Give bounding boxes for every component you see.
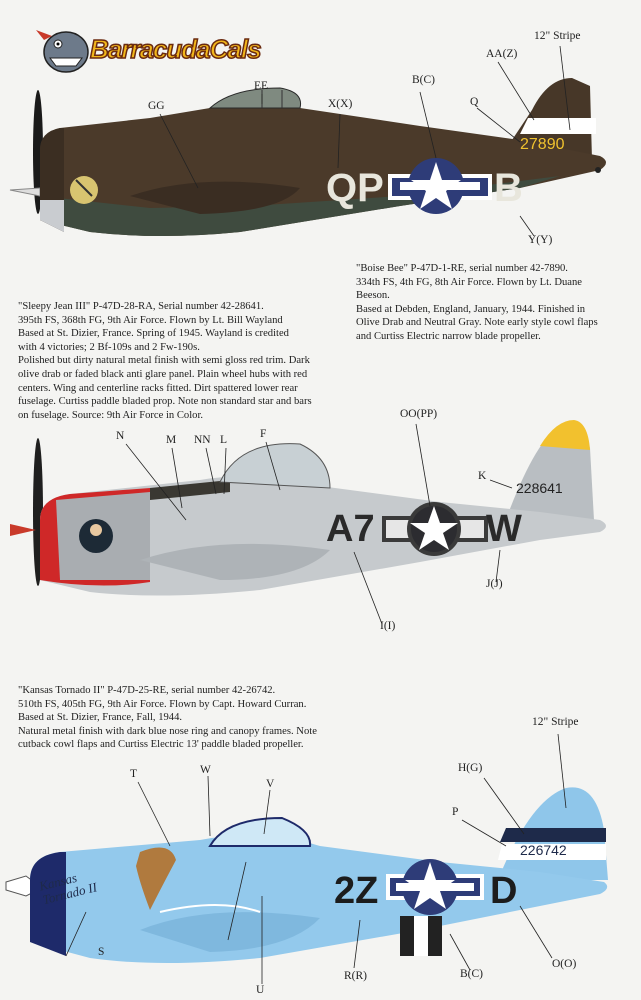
plane3-label-stripe: 12" Stripe [532, 716, 579, 728]
plane3-caption-line: 510th FS, 405th FG, 9th Air Force. Flown by Capt. Howard Curran. [18, 698, 307, 710]
plane1-label-q: Q [470, 96, 479, 108]
plane3-label-b: B(C) [460, 968, 483, 980]
brand-name: BarracudaCals [90, 34, 261, 64]
plane2-caption-line: centers. Wing and centerline racks fitted. Dirt spattered lower rear [18, 382, 298, 394]
plane2-label-k: K [478, 470, 487, 482]
plane2-caption-line: on fuselage. Source: 9th Air Force in Color. [18, 409, 204, 421]
plane2-caption-line: Polished but dirty natural metal finish with semi gloss red trim. Dark [18, 355, 310, 367]
plane1-label-gg: GG [148, 100, 165, 112]
plane3-label-v: V [266, 778, 275, 790]
plane2-caption [18, 300, 312, 422]
plane1-caption-line: Beeson. [356, 290, 390, 302]
plane1-label-x: X(X) [328, 98, 353, 110]
plane3-caption [18, 684, 317, 752]
plane1-caption-line: and Curtiss Electric narrow blade propeller. [356, 330, 541, 342]
plane3-caption-line: "Kansas Tornado II" P-47D-25-RE, serial number 42-26742. [18, 685, 276, 696]
plane1-caption-line: Olive Drab and Neutral Gray. Note early style cowl flaps [356, 317, 598, 329]
plane3-label-s: S [98, 946, 105, 958]
plane1-tail-serial: 27890 [520, 136, 565, 153]
plane3-label-h: H(G) [458, 762, 483, 774]
plane1-caption [356, 262, 598, 344]
plane3-caption-line: Based at St. Dizier, France, Fall, 1944. [18, 712, 183, 724]
plane3-label-p: P [452, 806, 459, 818]
plane3-code-left: 2Z [334, 870, 379, 912]
plane1-caption-line: Based at Debden, England, January, 1944. Finished in [356, 303, 586, 315]
plane2-label-j: J(J) [486, 578, 503, 590]
plane2-code-left: A7 [326, 508, 375, 550]
plane1-label-ee: EE [254, 80, 269, 92]
plane2-caption-line: with 4 victories; 2 Bf-109s and 2 Fw-190s. [18, 341, 200, 353]
plane3-caption-line: cutback cowl flaps and Curtiss Electric 13' paddle bladed propeller. [18, 739, 304, 751]
plane2-caption-line: fuselage. Curtiss paddle bladed prop. Note non standard star and bars [18, 396, 312, 408]
plane3-code-right: D [490, 870, 518, 912]
plane2-label-i: I(I) [380, 620, 396, 632]
plane2-label-oo: OO(PP) [400, 408, 438, 420]
plane2-label-nn: NN [194, 434, 211, 446]
plane3-nose-art-text: Kansas Tornado II [37, 869, 99, 908]
plane2-caption-line: 395th FS, 368th FG, 9th Air Force. Flown by Lt. Bill Wayland [18, 314, 283, 326]
plane1-label-b: B(C) [412, 74, 435, 86]
plane3-label-u: U [256, 984, 265, 996]
plane3-label-w: W [200, 764, 211, 776]
plane2-label-l: L [220, 434, 228, 446]
plane1-code-left: QP [326, 166, 384, 210]
plane3-caption-line: Natural metal finish with dark blue nose ring and canopy frames. Note [18, 725, 317, 737]
plane3-tail-serial: 226742 [520, 842, 567, 858]
plane3-profile [6, 734, 608, 984]
plane3-label-o: O(O) [552, 958, 577, 970]
plane2-label-m: M [166, 434, 177, 446]
plane1-caption-line: "Boise Bee" P-47D-1-RE, serial number 42-7890. [356, 263, 568, 274]
plane1-label-y: Y(Y) [528, 234, 553, 246]
plane1-label-aa: AA(Z) [486, 48, 518, 60]
plane2-label-n: N [116, 430, 125, 442]
plane3-label-t: T [130, 768, 138, 780]
plane3-label-r: R(R) [344, 970, 367, 982]
plane1-label-stripe: 12" Stripe [534, 30, 581, 42]
plane2-caption-line: Based at St. Dizier, France. Spring of 1945. Wayland is credited [18, 328, 289, 340]
plane2-code-right: W [486, 508, 522, 550]
plane2-tail-serial: 228641 [516, 480, 563, 496]
plane1-caption-line: 334th FS, 4th FG, 8th Air Force. Flown by Lt. Duane [356, 276, 583, 288]
plane1-code-right: B [494, 166, 523, 210]
plane2-label-f: F [260, 428, 267, 440]
plane2-caption-line: olive drab or faded black anti glare panel. Plain wheel hubs with red [18, 368, 308, 380]
plane2-caption-line: "Sleepy Jean III" P-47D-28-RA, Serial number 42-28641. [18, 301, 264, 312]
